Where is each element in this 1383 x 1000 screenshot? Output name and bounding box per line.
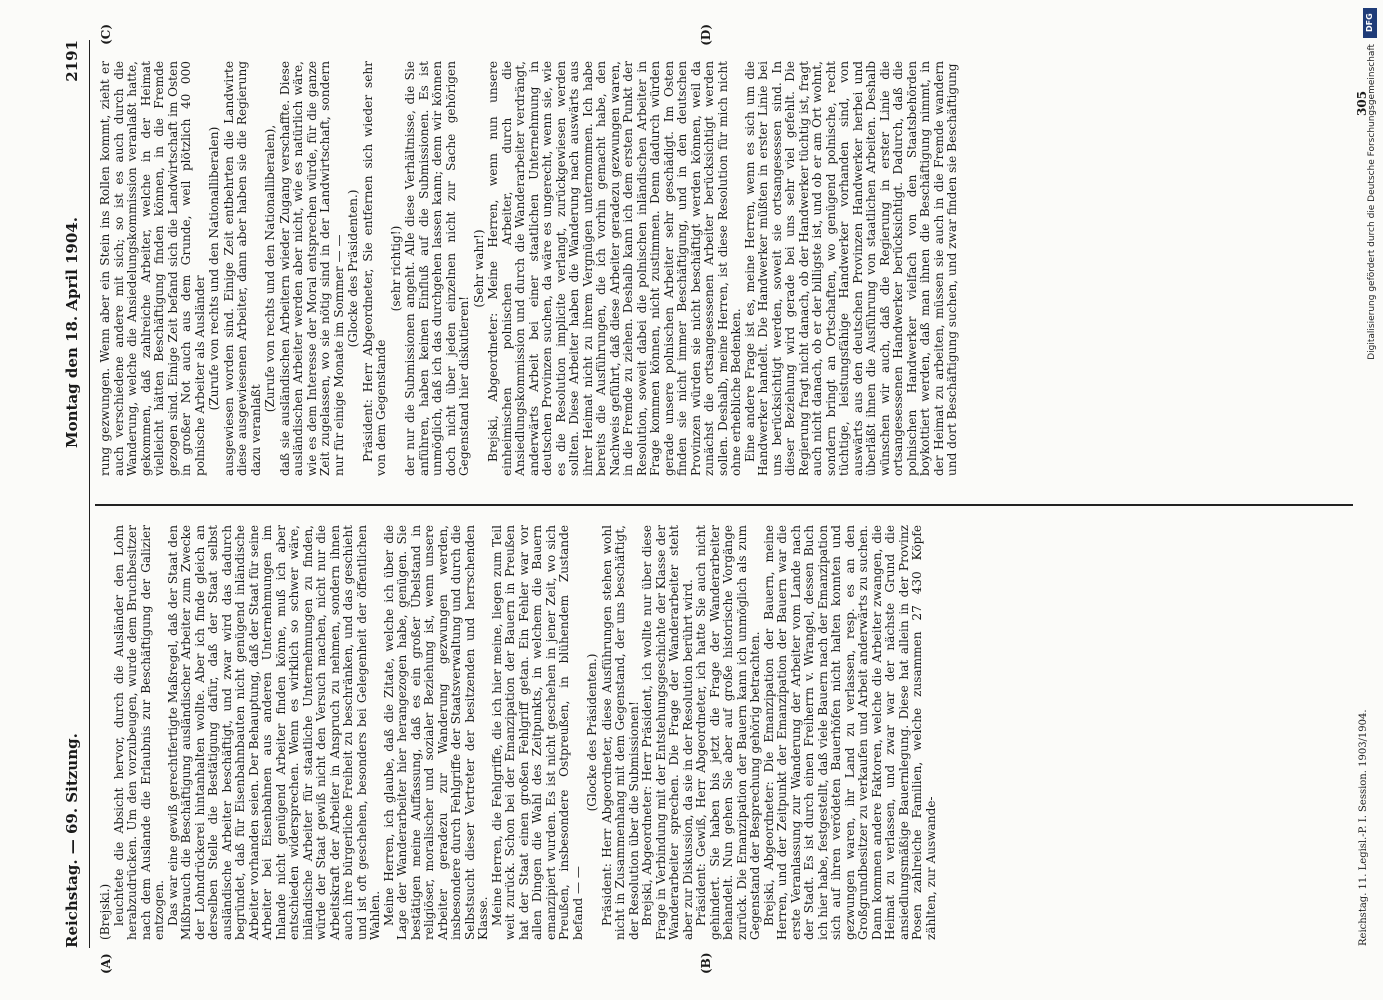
margin-mark-c: (C) xyxy=(99,24,113,45)
footer-note: Reichstag. 11. Legisl.-P. I. Session. 1903/1904. xyxy=(1358,709,1369,946)
paragraph: Brejski, Abgeordneter: Herr Präsident, ich wollte nur über diese Frage in Verbindung mit der Entstehungsgeschichte der Klasse der Wanderarbeiter sprechen. Die Frage der Wanderarbeiter steht aber zur Diskussion, da sie in der Resolution berührt wird. xyxy=(640,525,695,940)
paragraph: rung gezwungen. Wenn aber ein Stein ins Rollen kommt, zieht er auch verschiedene andere mit sich; so ist es auch durch die Wanderung, welche die Ansiedelungskommission veranlaßt hatte, gekommen, daß zahlreiche Arbeiter, welche in der Heimat vielleicht hätten Beschäftigung finden können, in die Fremde gezogen sind. Einige Zeit befand sich die Landwirtschaft im Osten in großer Not auch aus dem Grunde, weil plötzlich 40 000 polnische Arbeiter als Ausländer xyxy=(98,61,207,476)
paragraph: Das war eine gewiß gerechtfertigte Maßregel, daß der Staat den Mißbrauch die Beschäftigung ausländischer Arbeiter zum Zwecke der Lohndrückerei hintanhalten wollte. Aber ich finde gleich an derselben Stelle die Bestätigung dafür, daß der Staat selbst ausländische Arbeiter beschäftigt, und zwar wird das dadurch begründet, daß für Eisenbahnbauten nicht genügend inländische Arbeiter vorhanden seien. Der Behauptung, daß der Staat für seine Arbeiter bei Eisenbahnen aus anderen Unternehmungen im Inlande nicht genügend Arbeiter finden könne, muß ich aber entschieden widersprechen. Wenn es wirklich so schwer wäre, inländische Arbeiter für staatliche Unternehmungen zu finden, würde der Staat gewiß nicht den Versuch machen, nicht nur die Arbeitskraft der Arbeiter in Anspruch zu nehmen, sondern ihnen auch ihre bürgerliche Freiheit zu beschränken, und das geschieht und ist oft geschehen, besonders bei Gelegenheit der öffentlichen Wahlen. xyxy=(165,525,382,940)
paragraph: Meine Herren, ich glaube, daß die Zitate, welche ich über die Lage der Wanderarbeiter hier herangezogen habe, genügen. Sie bestätigen meine Auffassung, daß es ein großer Übelstand in religiöser, moralischer und sozialer Beziehung ist, wenn unsere Arbeiter geradezu zur Wanderung gezwungen werden, insbesondere durch Fehlgriffe der Staatsverwaltung und durch die Selbstsucht dieser Vertreter der besitzenden und herrschenden Klasse. xyxy=(381,525,490,940)
margin-mark-d: (D) xyxy=(699,24,713,46)
margin-mark-b: (B) xyxy=(699,952,713,974)
interjection: (Sehr wahr!) xyxy=(471,229,486,308)
text-column-left xyxy=(99,525,938,940)
paragraph: Eine andere Frage ist es, meine Herren, wenn es sich um die Handwerker handelt. Die Handwerker müßten in erster Linie bei uns berücksichtigt werden, soweit sie ortsangesessen sind. In dieser Beziehung wird gerade bei uns sehr viel gefehlt. Die Regierung fragt nicht danach, ob der Handwerker tüchtig ist, fragt auch nicht danach, ob er der billigste ist, und ob er am Ort wohnt, sondern bringt an Ortschaften, wo genügend polnische, recht tüchtige, leistungsfähige Handwerker vorhanden sind, von auswärts aus den deutschen Provinzen Handwerker herbei und überläßt ihnen die Ausführung von staatlichen Arbeiten. Deshalb wünschen wir auch, daß die Regierung in erster Linie die ortsangesessenen Handwerker berücksichtigt. Dadurch, daß die polnischen Handwerker vielfach von den Staatsbehörden boykottiert werden, daß man ihnen die Beschäftigung nimmt, in der Heimat zu arbeiten, müssen sie auch in die Fremde wandern und dort Beschäftigung suchen, und zwar finden sie Beschäftigung xyxy=(742,61,959,476)
paragraph: Präsident: Gewiß, Herr Abgeordneter, ich hatte Sie auch nicht gehindert. Sie haben bis jetzt die Frage der Wanderarbeiter behandelt. Nun gehen Sie aber auf große historische Vorgänge zurück. Die Emanzipation der Bauern kann ich unmöglich als zum Gegenstand der Besprechung gehörig betrachten. xyxy=(694,525,762,940)
paragraph: Brejski, Abgeordneter: Meine Herren, wenn nun unsere einheimischen polnischen Arbeiter, durch die Ansiedlungskommission und durch die Wanderarbeiter verdrängt, anderwärts Arbeit bei einer staatlichen Unternehmung in deutschen Provinzen suchen, da wäre es ungerecht, wenn sie, wie es die Resolution implicite verlangt, zurückgewiesen werden sollten. Diese Arbeiter haben die Wanderung nach auswärts aus ihrer Heimat nicht zu ihrem Vergnügen unternommen. Ich habe bereits die Ausführungen, die ich vorhin gemacht habe, den Nachweis geführt, daß diese Arbeiter geradezu gezwungen waren, in die Fremde zu ziehen. Deshalb kann ich dem ersten Punkt der Resolution, soweit dabei die polnischen inländischen Arbeiter in Frage kommen können, nicht zustimmen. Denn dadurch würden gerade unsere polnischen Arbeiter sehr geschädigt. Im Osten finden sie nicht immer Beschäftigung, und in den deutschen Provinzen würden sie nicht beschäftigt werden können, weil da zunächst die ortsangesessenen Arbeiter berücksichtigt werden sollen. Deshalb, meine Herren, ist diese Resolution für mich nicht ohne erhebliche Bedenken. xyxy=(486,61,743,476)
paragraph: der nur die Submissionen angeht. Alle diese Verhältnisse, die Sie anführen, haben keinen Einfluß auf die Submissionen. Es ist unmöglich, daß ich das durchgehen lassen kann; denn wir können doch nicht über jeden einzelnen nicht zur Sache gehörigen Gegenstand hier diskutieren! xyxy=(403,61,471,476)
paragraph: ausgewiesen worden sind. Einige Zeit entbehrten die Landwirte diese ausgewiesenen Arbeiter, dann aber haben sie die Regierung dazu veranlaßt xyxy=(221,61,263,476)
page-header xyxy=(59,40,90,948)
paragraph: Präsident: Herr Abgeordneter, diese Ausführungen stehen wohl nicht in Zusammenhang mit dem Gegenstand, der uns beschäftigt, der Resolution über die Submissionen! xyxy=(599,525,641,940)
paragraph: daß sie ausländischen Arbeitern wieder Zugang verschaffte. Diese ausländischen Arbeiter werden aber nicht, wie es natürlich wäre, wie es dem Interesse der Moral entsprechen würde, für die ganze Zeit zugelassen, wo sie nötig sind in der Landwirtschaft, sondern nur für einige Monate im Sommer — — xyxy=(277,61,346,476)
interjection: (Zurufe von rechts und den Nationalliberalen), xyxy=(263,124,277,413)
header-center: Montag den 18. April 1904. xyxy=(63,217,81,448)
digitization-credit: Digitalisierung gefördert durch die Deutsche Forschungsgemeinschaft xyxy=(1367,44,1377,360)
scanned-page xyxy=(59,24,1371,976)
paragraph: Brejski, Abgeordneter: Die Emanzipation der Bauern, meine Herren, und der Zeitpunkt der Emanzipation der Bauern war die erste Veranlassung zur Wanderung der Arbeiter vom Lande nach der Stadt. Es ist durch einen Freiherrn v. Wrangel, dessen Buch ich hier habe, festgestellt, daß viele Bauern nach der Emanzipation sich auf ihren verödeten Bauerhöfen nicht halten konnten und gezwungen waren, ihr Land zu verlassen, resp. es an den Großgrundbesitzer zu verkaufen und Arbeit anderwärts zu suchen. Dann kommen andere Faktoren, welche die Arbeiter zwangen, die Heimat zu verlassen, und zwar war der nächste Grund die ansiedlungsmäßige Bauernlegung. Diese hat allein in der Provinz Posen zahlreiche Familien, welche zusammen 27 430 Köpfe zählten, zur Auswande- xyxy=(761,525,938,940)
paragraph: leuchtete die Absicht hervor, durch die Ausländer den Lohn herabzudrücken. Um den vorzubeugen, wurde dem Bruchbesitzer nach dem Auslande die Erlaubnis zur Beschäftigung der Galizier entzogen. xyxy=(111,525,166,940)
paragraph: Präsident: Herr Abgeordneter, Sie entfernen sich wieder sehr von dem Gegenstande xyxy=(360,61,388,476)
interjection: (Glocke des Präsidenten.) xyxy=(346,189,360,348)
sheet-signature: 305 xyxy=(1355,90,1369,116)
header-left: Reichstag. — 69. Sitzung. xyxy=(63,733,81,948)
dfg-logo: DFG xyxy=(1363,8,1377,38)
column-rule xyxy=(95,504,1353,506)
interjection: (Glocke des Präsidenten.) xyxy=(585,653,599,812)
interjection: (sehr richtig!) xyxy=(388,225,403,312)
speaker-label: (Brejski.) xyxy=(98,883,112,940)
text-column-right xyxy=(99,61,960,476)
page-number: 2191 xyxy=(63,40,81,82)
paragraph: Meine Herren, die Fehlgriffe, die ich hier meine, liegen zum Teil weit zurück. Schon bei der Emanzipation der Bauern in Preußen hat der Staat einen großen Fehlgriff getan. Ein Fehler war vor allen Dingen die Wahl des Zeitpunkts, in welchem die Bauern emanzipiert wurden. Es ist nicht geschehen in jener Zeit, wo sich Preußen, insbesondere Ostpreußen, in blühendem Zustande befand — — xyxy=(489,525,585,940)
interjection: (Zurufe von rechts und den Nationalliberalen) xyxy=(207,126,221,411)
margin-mark-a: (A) xyxy=(99,953,113,974)
